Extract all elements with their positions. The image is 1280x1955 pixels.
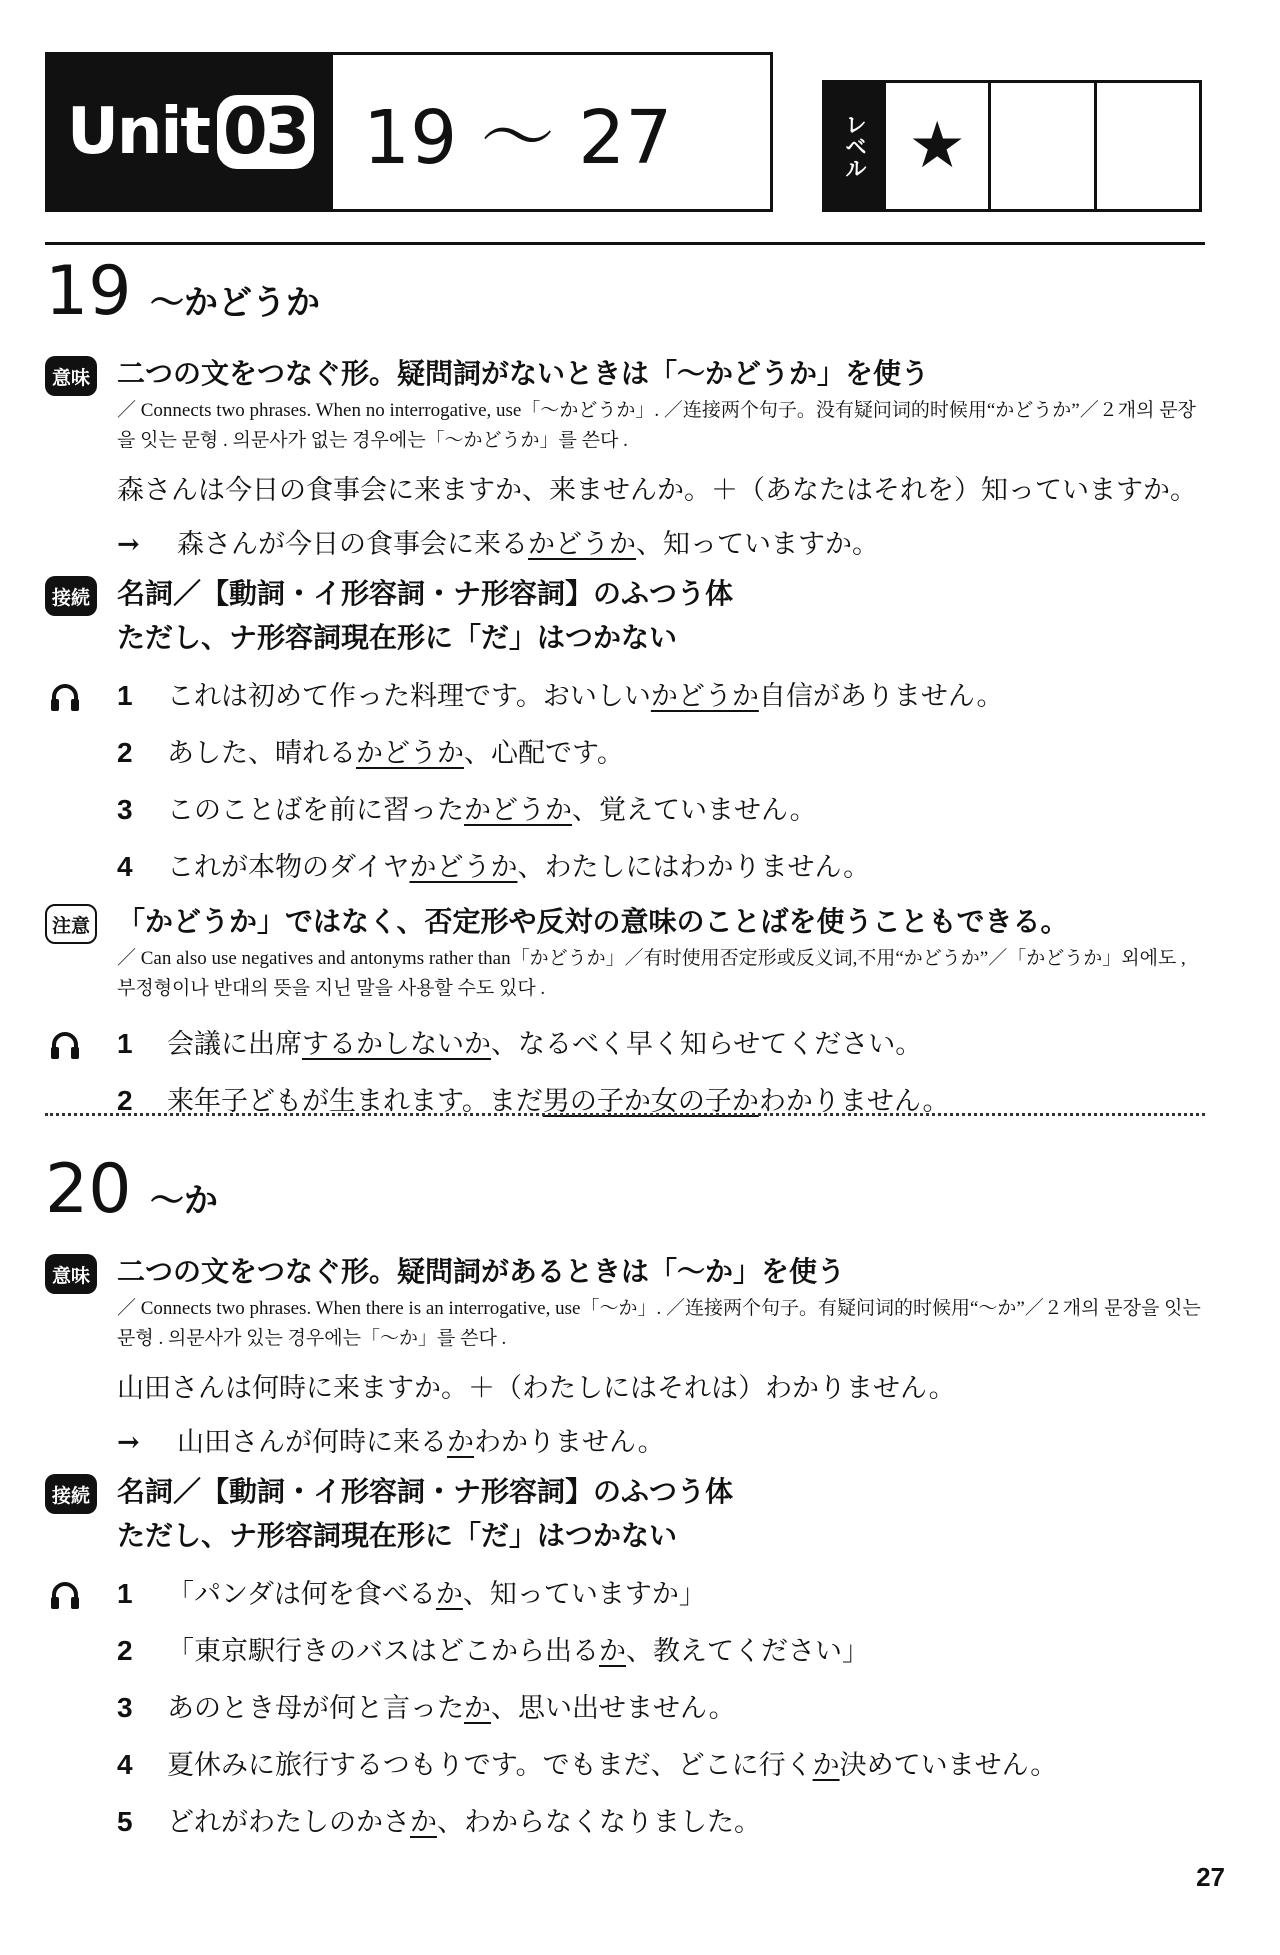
meaning-translation: ／ Connects two phrases. When there is an interrogative, use「～か」. ／连接两个句子。有疑问词的时候用“～か”／２개의 문장을 잇는 문형 . 의문사가 있는 경우에는「～か」를 쓴다 .	[117, 1298, 1201, 1349]
example-text: 、覚えていません。	[572, 795, 817, 826]
headphones-icon	[51, 1030, 79, 1060]
example-item	[45, 725, 1205, 782]
example-text: このことばを前に習った	[167, 795, 464, 826]
note-text: 「かどうか」ではなく、否定形や反対の意味のことばを使うこともできる。	[117, 905, 1069, 938]
meaning-text: 二つの文をつなぐ形。疑問詞があるときは「～か」を使う	[117, 1255, 846, 1288]
combined-example	[45, 1416, 1205, 1470]
example-text: 自信がありません。	[758, 681, 1004, 712]
connection-exception: ただし、ナ形容詞現在形に「だ」はつかない	[117, 1519, 678, 1552]
section-number: 20	[45, 1150, 132, 1229]
example-text: わかりません。	[758, 1086, 950, 1117]
example-highlight: かどうか	[650, 681, 759, 712]
example-list	[45, 668, 1205, 896]
example-text: 山田さんが何時に来る	[177, 1427, 447, 1458]
example-highlight: か	[410, 1807, 437, 1838]
connection-block	[45, 572, 1205, 660]
example-highlight: かどうか	[464, 795, 572, 826]
section-title: ～か	[150, 1181, 218, 1221]
example-text: 、知っていますか。	[636, 529, 879, 560]
level-label: レベル	[825, 83, 883, 209]
example-text: 夏休みに旅行するつもりです。でもまだ、どこに行く	[167, 1750, 813, 1781]
example-highlight: かどうか	[356, 738, 464, 769]
example-text: 森さんが今日の食事会に来る	[177, 529, 528, 560]
example-number: 5	[117, 1806, 133, 1837]
example-text: わかりません。	[474, 1427, 665, 1458]
connection-exception: ただし、ナ形容詞現在形に「だ」はつかない	[117, 621, 678, 654]
example-text: あのとき母が何と言った	[167, 1693, 464, 1724]
example-list	[45, 1566, 1205, 1851]
example-highlight: か	[435, 1579, 463, 1610]
meaning-block	[45, 1250, 1205, 1354]
example-text: 、なるべく早く知らせてください。	[491, 1029, 923, 1060]
example-number: 2	[117, 737, 133, 768]
example-number: 1	[117, 1578, 133, 1609]
level-indicator	[822, 80, 1202, 212]
example-highlight: 男の子か女の子か	[542, 1086, 759, 1117]
example-item	[45, 1623, 1205, 1680]
example-item	[45, 839, 1205, 896]
page-number: 27	[1196, 1862, 1225, 1892]
example-text: 、知っていますか」	[462, 1579, 706, 1610]
example-number: 3	[117, 794, 133, 825]
note-translation: ／ Can also use negatives and antonyms rather than「かどうか」／有时使用否定形或反义词,不用“かどうか”／「かどうか」외에도 , 부정형이나 반대의 뜻을 지닌 말을 사용할 수도 있다 .	[117, 948, 1186, 999]
note-block	[45, 900, 1205, 1004]
connection-tag: 接続	[45, 576, 97, 616]
example-item	[45, 1016, 1205, 1073]
connection-rule: 名詞／【動詞・イ形容詞・ナ形容詞】のふつう体	[117, 577, 734, 610]
header-divider	[45, 242, 1205, 245]
combined-example	[45, 518, 1205, 572]
example-text: 決めていません。	[839, 1750, 1058, 1781]
section-19	[45, 252, 1205, 1130]
meaning-tag: 意味	[45, 1254, 97, 1294]
meaning-text: 二つの文をつなぐ形。疑問詞がないときは「～かどうか」を使う	[117, 357, 930, 390]
unit-number: 03	[217, 95, 314, 169]
meaning-translation: ／ Connects two phrases. When no interrogative, use「～かどうか」. ／连接两个句子。没有疑问词的时候用“かどうか”／２개의 문장을 잇는 문형 . 의문사가 없는 경우에는「～かどうか」를 쓴다 .	[117, 400, 1196, 451]
example-text: あした、晴れる	[167, 738, 356, 769]
example-text: 来年子どもが生まれます。まだ	[167, 1086, 543, 1117]
example-number: 1	[117, 680, 133, 711]
arrow-icon: →	[117, 1427, 140, 1458]
example-item	[45, 1794, 1205, 1851]
example-item	[45, 782, 1205, 839]
connection-block	[45, 1470, 1205, 1558]
base-example: 森さんは今日の食事会に来ますか、来ませんか。＋（あなたはそれを）知っていますか。	[117, 475, 1197, 506]
example-number: 2	[117, 1085, 133, 1116]
section-20	[45, 1150, 1205, 1851]
note-tag: 注意	[45, 904, 97, 944]
example-text: 、思い出せません。	[491, 1693, 736, 1724]
example-item	[45, 1737, 1205, 1794]
unit-badge	[48, 55, 333, 209]
example-highlight: かどうか	[528, 529, 636, 560]
example-text: これは初めて作った料理です。おいしい	[167, 681, 651, 712]
example-text: 「パンダは何を食べる	[167, 1579, 436, 1610]
unit-header	[45, 52, 773, 212]
example-text: どれがわたしのかさ	[167, 1807, 410, 1838]
meaning-tag: 意味	[45, 356, 97, 396]
section-divider	[45, 1113, 1205, 1116]
example-item	[45, 1680, 1205, 1737]
example-highlight: か	[599, 1636, 626, 1667]
level-star-2	[988, 83, 1093, 209]
arrow-icon: →	[117, 529, 140, 560]
section-number: 19	[45, 252, 132, 331]
example-number: 2	[117, 1635, 133, 1666]
example-text: 、教えてください」	[626, 1636, 869, 1667]
example-item	[45, 1073, 1205, 1130]
example-text: 、わたしにはわかりません。	[517, 852, 871, 883]
example-number: 1	[117, 1028, 133, 1059]
headphones-icon	[51, 682, 79, 712]
unit-word: Unit	[66, 95, 209, 169]
example-item	[45, 1566, 1205, 1623]
example-highlight: か	[812, 1750, 840, 1781]
example-text: 、わからなくなりました。	[437, 1807, 761, 1838]
level-star-3	[1094, 83, 1199, 209]
meaning-block	[45, 352, 1205, 456]
headphones-icon	[51, 1580, 79, 1610]
example-text: 会議に出席	[167, 1029, 302, 1060]
example-highlight: するかしないか	[302, 1029, 491, 1060]
section-title: ～かどうか	[150, 283, 320, 323]
example-number: 4	[117, 851, 133, 882]
base-example: 山田さんは何時に来ますか。＋（わたしにはそれは）わかりません。	[117, 1373, 956, 1404]
example-number: 4	[117, 1749, 133, 1780]
example-highlight: かどうか	[409, 852, 518, 883]
level-star-1: ★	[883, 83, 988, 209]
example-highlight: か	[447, 1427, 474, 1458]
unit-range: 19 ～ 27	[363, 95, 673, 181]
connection-tag: 接続	[45, 1474, 97, 1514]
section-heading	[45, 1150, 1205, 1238]
section-heading	[45, 252, 1205, 340]
example-item	[45, 668, 1205, 725]
example-text: 「東京駅行きのバスはどこから出る	[167, 1636, 599, 1667]
example-text: 、心配です。	[464, 738, 624, 769]
example-highlight: か	[464, 1693, 491, 1724]
example-text: これが本物のダイヤ	[167, 852, 410, 883]
connection-rule: 名詞／【動詞・イ形容詞・ナ形容詞】のふつう体	[117, 1475, 734, 1508]
example-number: 3	[117, 1692, 133, 1723]
